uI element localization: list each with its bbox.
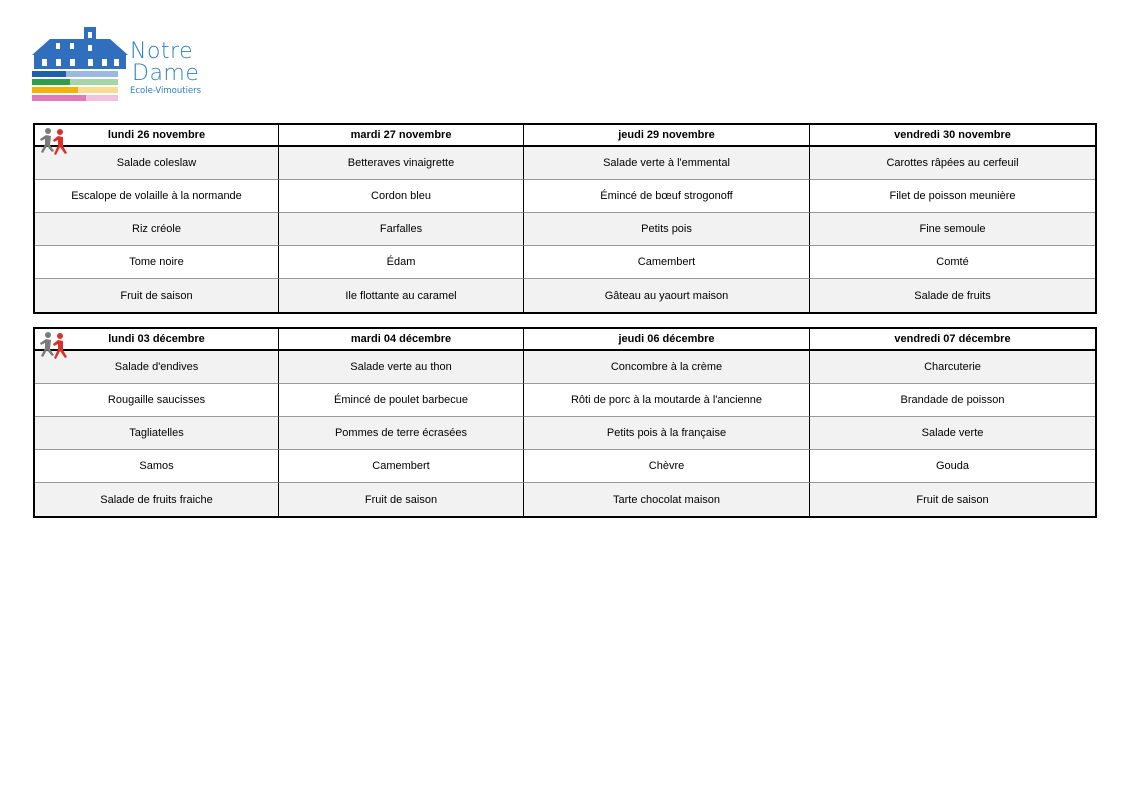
menu-cell: Fruit de saison — [810, 483, 1095, 516]
day-header: mardi 04 décembre — [279, 329, 524, 351]
menu-cell: Petits pois à la française — [524, 417, 810, 450]
menu-cell: Émincé de poulet barbecue — [279, 384, 524, 417]
menu-cell: Salade verte au thon — [279, 351, 524, 384]
menu-cell: Farfalles — [279, 213, 524, 246]
menu-cell: Escalope de volaille à la normande — [35, 180, 279, 213]
menu-cell: Fine semoule — [810, 213, 1095, 246]
menu-table-week-1 — [33, 123, 1097, 314]
menu-cell: Tome noire — [35, 246, 279, 279]
menu-cell: Betteraves vinaigrette — [279, 147, 524, 180]
school-logo — [30, 25, 202, 105]
menu-cell: Brandade de poisson — [810, 384, 1095, 417]
menu-cell: Fruit de saison — [279, 483, 524, 516]
menu-cell: Tagliatelles — [35, 417, 279, 450]
menu-table-week-2 — [33, 327, 1097, 518]
logo-subtitle: Ecole-Vimoutiers — [130, 86, 202, 96]
menu-cell: Carottes râpées au cerfeuil — [810, 147, 1095, 180]
menu-cell: Gouda — [810, 450, 1095, 483]
menu-cell: Riz créole — [35, 213, 279, 246]
menu-cell: Ile flottante au caramel — [279, 279, 524, 312]
day-header: lundi 26 novembre — [35, 125, 279, 147]
menu-cell: Émincé de bœuf strogonoff — [524, 180, 810, 213]
menu-cell: Salade de fruits — [810, 279, 1095, 312]
menu-cell: Salade verte à l'emmental — [524, 147, 810, 180]
day-header: jeudi 29 novembre — [524, 125, 810, 147]
menu-cell: Petits pois — [524, 213, 810, 246]
logo-text — [130, 41, 200, 97]
menu-cell: Tarte chocolat maison — [524, 483, 810, 516]
menu-cell: Samos — [35, 450, 279, 483]
menu-cell: Salade verte — [810, 417, 1095, 450]
menu-cell: Chèvre — [524, 450, 810, 483]
menu-cell: Concombre à la crème — [524, 351, 810, 384]
menu-cell: Fruit de saison — [35, 279, 279, 312]
day-header: vendredi 07 décembre — [810, 329, 1095, 351]
menu-cell: Filet de poisson meunière — [810, 180, 1095, 213]
menu-cell: Comté — [810, 246, 1095, 279]
menu-cell: Cordon bleu — [279, 180, 524, 213]
school-building-icon — [30, 25, 130, 105]
menu-cell: Rougaille saucisses — [35, 384, 279, 417]
day-header: vendredi 30 novembre — [810, 125, 1095, 147]
menu-cell: Salade d'endives — [35, 351, 279, 384]
menu-cell: Camembert — [524, 246, 810, 279]
menu-cell: Salade coleslaw — [35, 147, 279, 180]
menu-cell: Camembert — [279, 450, 524, 483]
day-header: jeudi 06 décembre — [524, 329, 810, 351]
menu-cell: Salade de fruits fraiche — [35, 483, 279, 516]
menu-cell: Charcuterie — [810, 351, 1095, 384]
menu-cell: Édam — [279, 246, 524, 279]
logo-name-line1: Notre — [130, 39, 194, 64]
menu-cell: Pommes de terre écrasées — [279, 417, 524, 450]
day-header: mardi 27 novembre — [279, 125, 524, 147]
menu-cell: Rôti de porc à la moutarde à l'ancienne — [524, 384, 810, 417]
logo-name-line2: Dame — [132, 61, 200, 86]
day-header: lundi 03 décembre — [35, 329, 279, 351]
menu-cell: Gâteau au yaourt maison — [524, 279, 810, 312]
